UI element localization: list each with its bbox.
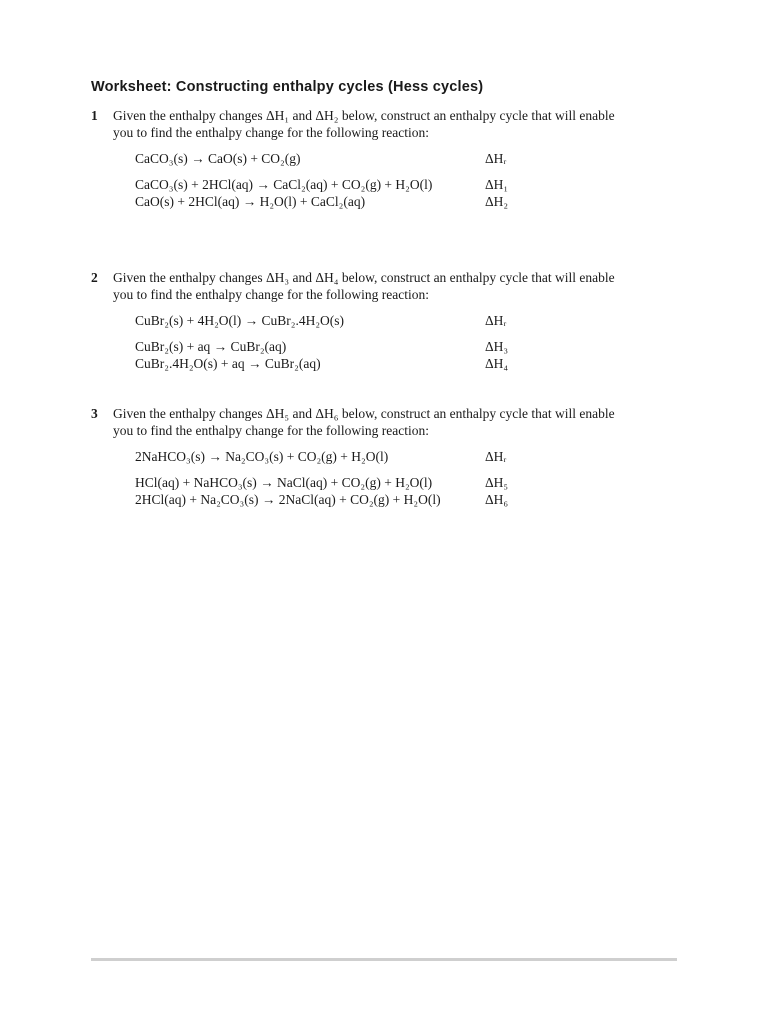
question-number: 3 — [91, 406, 98, 421]
target-enthalpy-label: ΔHᵣ — [485, 151, 507, 166]
question-text-line-2: you to find the enthalpy change for the following reaction: — [113, 287, 430, 302]
target-enthalpy-label: ΔHᵣ — [485, 313, 507, 328]
given-enthalpy-label-2: ΔH₂ — [485, 194, 509, 209]
given-equation-1: CuBr₂(s) + aq → CuBr₂(aq) — [135, 339, 287, 354]
given-enthalpy-label-1: ΔH₁ — [485, 177, 509, 192]
given-equation-2: 2HCl(aq) + Na₂CO₃(s) → 2NaCl(aq) + CO₂(g) + H₂O(l) — [135, 492, 441, 507]
given-enthalpy-label-1: ΔH₅ — [485, 475, 509, 490]
question-text — [113, 269, 643, 303]
question-text — [113, 405, 643, 439]
given-enthalpy-label-2: ΔH₄ — [485, 356, 509, 371]
target-equation: CaCO₃(s) → CaO(s) + CO₂(g) — [135, 151, 301, 166]
question-text-line-1: Given the enthalpy changes ΔH₁ and ΔH₂ below, construct an enthalpy cycle that will enable — [113, 108, 615, 123]
target-enthalpy-label: ΔHᵣ — [485, 449, 507, 464]
given-equation-1: CaCO₃(s) + 2HCl(aq) → CaCl₂(aq) + CO₂(g) + H₂O(l) — [135, 177, 433, 192]
given-equation-2: CaO(s) + 2HCl(aq) → H₂O(l) + CaCl₂(aq) — [135, 194, 366, 209]
given-enthalpy-label-1: ΔH₃ — [485, 339, 509, 354]
footer-divider — [91, 958, 677, 961]
question-text-line-2: you to find the enthalpy change for the following reaction: — [113, 423, 430, 438]
question-text-line-1: Given the enthalpy changes ΔH₅ and ΔH₆ below, construct an enthalpy cycle that will enable — [113, 406, 615, 421]
worksheet-title: Worksheet: Constructing enthalpy cycles (Hess cycles) — [91, 79, 484, 95]
given-equation-2: CuBr₂.4H₂O(s) + aq → CuBr₂(aq) — [135, 356, 321, 371]
given-enthalpy-label-2: ΔH₆ — [485, 492, 509, 507]
given-equation-1: HCl(aq) + NaHCO₃(s) → NaCl(aq) + CO₂(g) + H₂O(l) — [135, 475, 433, 490]
question-number: 1 — [91, 108, 98, 123]
target-equation: 2NaHCO₃(s) → Na₂CO₃(s) + CO₂(g) + H₂O(l) — [135, 449, 389, 464]
target-equation: CuBr₂(s) + 4H₂O(l) → CuBr₂.4H₂O(s) — [135, 313, 345, 328]
question-number: 2 — [91, 270, 98, 285]
question-text-line-1: Given the enthalpy changes ΔH₃ and ΔH₄ below, construct an enthalpy cycle that will enable — [113, 270, 615, 285]
question-text — [113, 107, 643, 141]
question-text-line-2: you to find the enthalpy change for the following reaction: — [113, 125, 430, 140]
